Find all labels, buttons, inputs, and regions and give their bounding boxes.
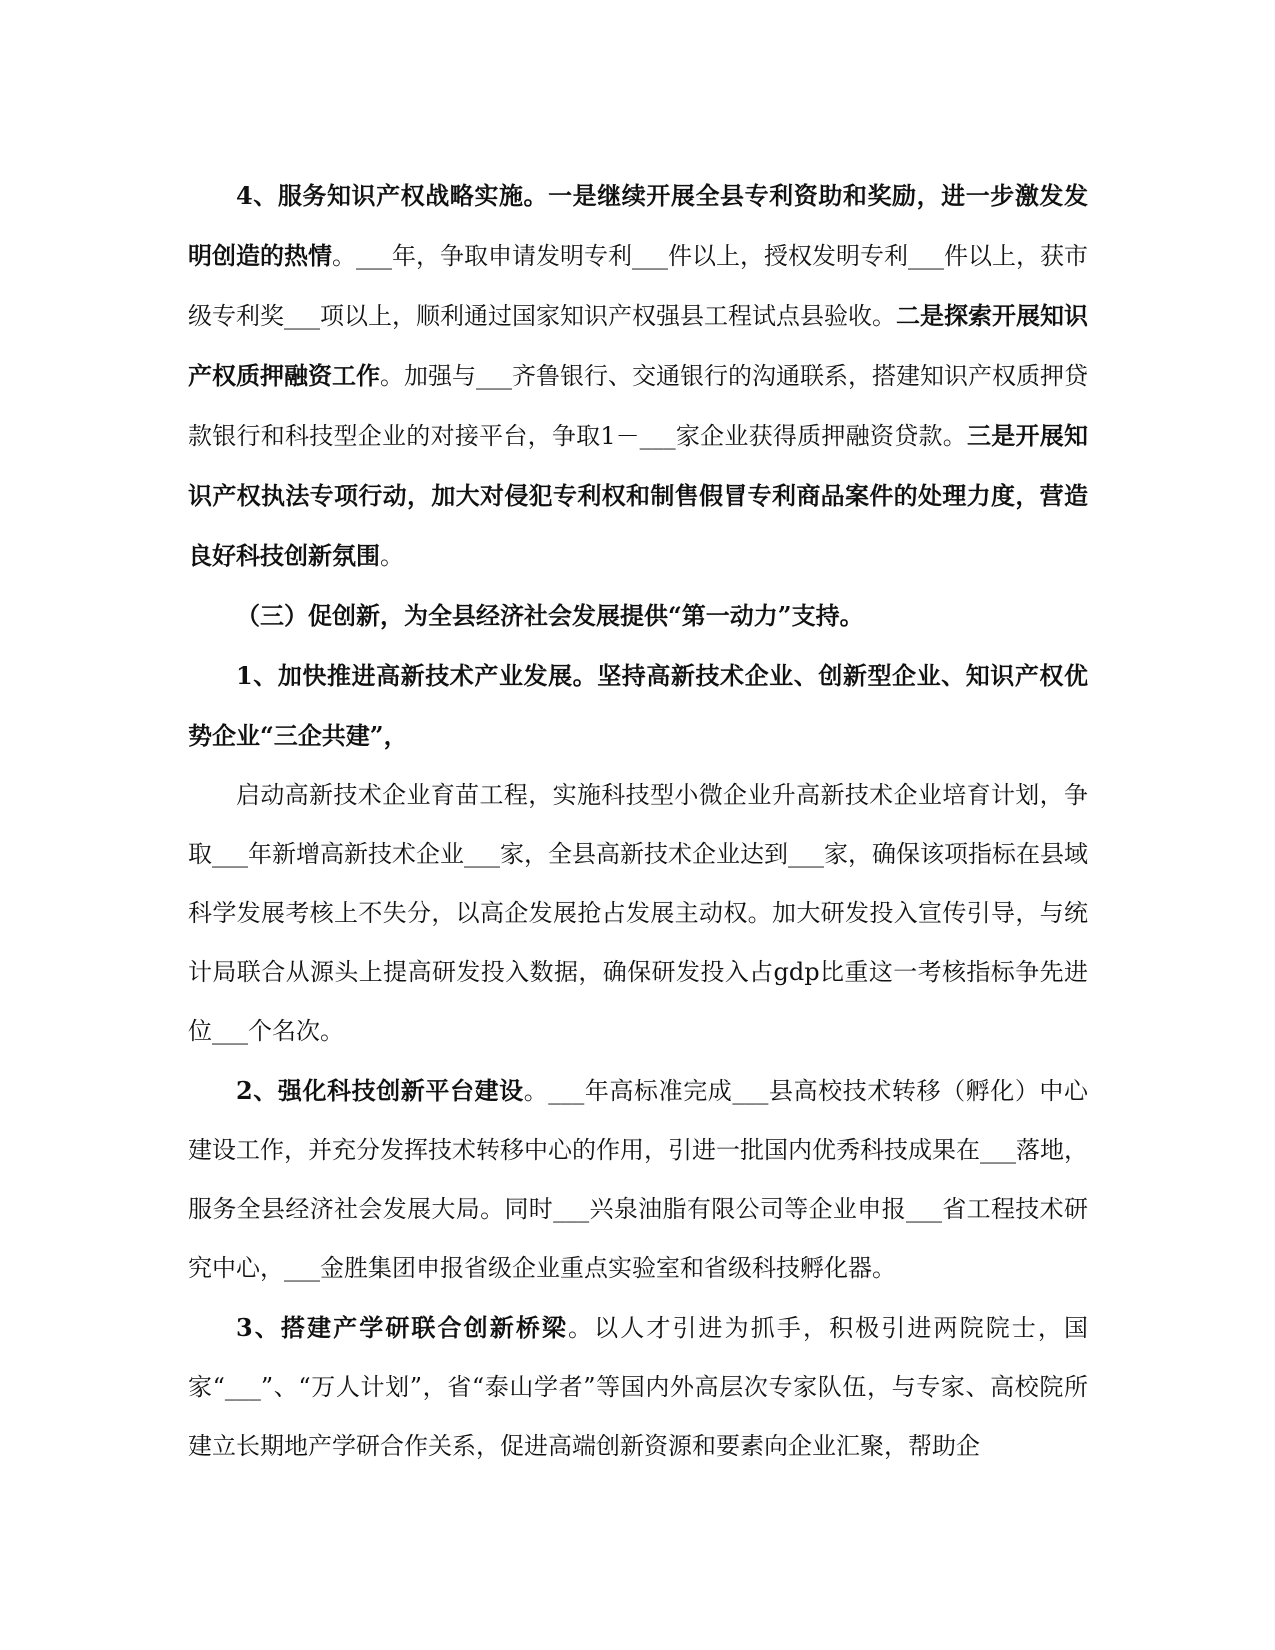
heading-ip-pledge-financing: 二是探索开展知识产权质押融资工作 [188,301,1088,390]
paragraph-industry-academia [188,1298,1088,1476]
paragraph-hightech-heading [188,646,1088,766]
heading-ip-strategy: 4、服务知识产权战略实施。一是继续开展全县专利资助和奖励，进一步激发发明创造的热情 [188,181,1088,270]
text-ip-pledge-financing: 。加强与___齐鲁银行、交通银行的沟通联系，搭建知识产权质押贷款银行和科技型企业的对接平台，争取1－___家企业获得质押融资贷款。 [188,362,1088,450]
heading-platform: 2、强化科技创新平台建设 [236,1076,524,1105]
text-hightech-plan: 启动高新技术企业育苗工程，实施科技型小微企业升高新技术企业培育计划，争取___年新增高新技术企业___家，全县高新技术企业达到___家，确保该项指标在县域科学发展考核上不失分，以高企发展抢占发展主动权。加大研发投入宣传引导，与统计局联合从源头上提高研发投入数据，确保研发投入占gdp比重这一考核指标争先进位___个名次。 [188,781,1088,1045]
paragraph-hightech-plan [188,766,1088,1061]
document-body [188,166,1088,1476]
section-heading-innovation [188,586,1088,646]
paragraph-platform [188,1061,1088,1298]
heading-hightech-industry: 1、加快推进高新技术产业发展。坚持高新技术企业、创新型企业、知识产权优势企业“三企共建”， [188,661,1088,750]
text-ip-enforcement-end: 。 [380,542,404,570]
heading-ip-enforcement: 三是开展知识产权执法专项行动，加大对侵犯专利权和制售假冒专利商品案件的处理力度，营造良好科技创新氛围 [188,421,1088,570]
section-heading-text: （三）促创新，为全县经济社会发展提供“第一动力”支持。 [236,601,864,630]
heading-industry-academia: 3、搭建产学研联合创新桥梁 [236,1313,569,1342]
text-industry-academia: 。以人才引进为抓手，积极引进两院院士，国家“___”、“万人计划”，省“泰山学者”等国内外高层次专家队伍，与专家、高校院所建立长期地产学研合作关系，促进高端创新资源和要素向企业汇聚，帮助企 [188,1314,1089,1460]
text-platform: 。___年高标准完成___县高校技术转移（孵化）中心建设工作，并充分发挥技术转移中心的作用，引进一批国内优秀科技成果在___落地，服务全县经济社会发展大局。同时___兴泉油脂有限公司等企业申报___省工程技术研究中心，___金胜集团申报省级企业重点实验室和省级科技孵化器。 [188,1077,1088,1282]
text-ip-strategy-goals: 。___年，争取申请发明专利___件以上，授权发明专利___件以上，获市级专利奖___项以上，顺利通过国家知识产权强县工程试点县验收。 [188,242,1088,330]
paragraph-ip-strategy [188,166,1088,586]
